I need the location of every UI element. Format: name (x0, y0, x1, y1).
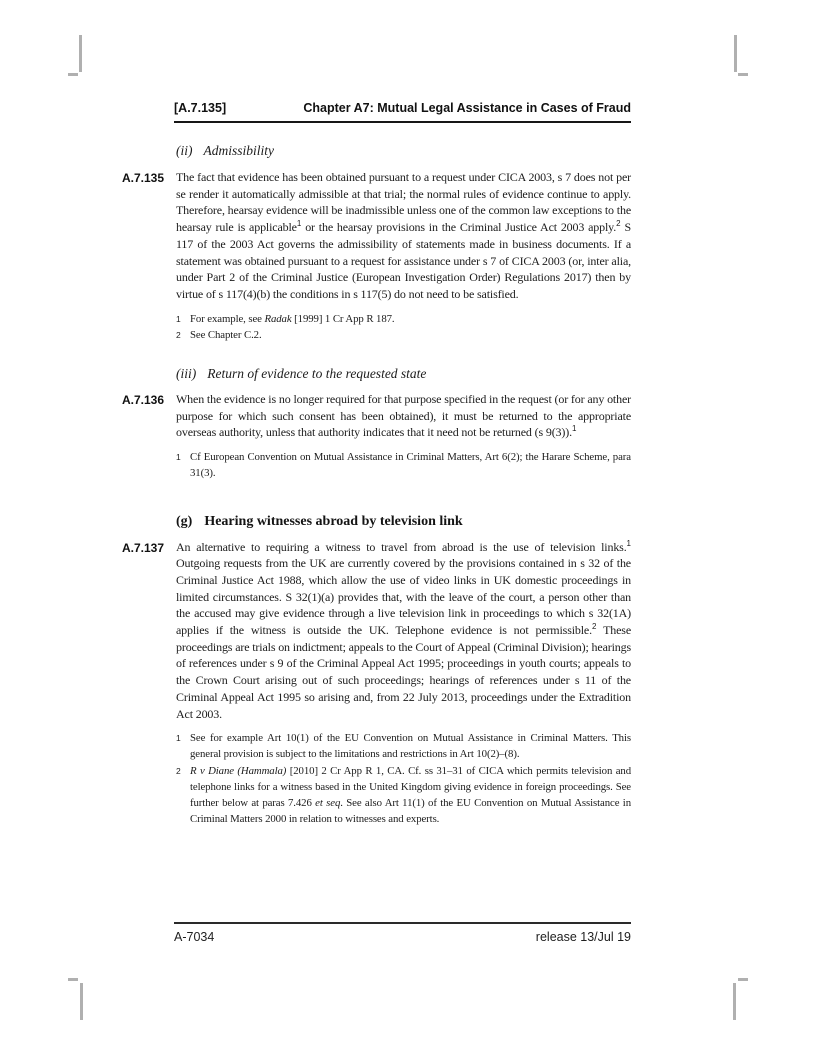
paragraph-number: A.7.135 (122, 171, 165, 185)
footnote-marker: 2 (176, 329, 181, 340)
footer-rule (174, 922, 631, 924)
footnote (176, 449, 631, 481)
crop-mark-top-left-vertical (79, 35, 82, 72)
crop-mark-bottom-left-horizontal (68, 978, 78, 981)
footer-release-label: release 13/Jul 19 (535, 930, 631, 944)
page-header (174, 101, 631, 115)
subheading-label: (g) (176, 513, 193, 529)
paragraph-a7135 (122, 169, 631, 303)
crop-mark-bottom-right-horizontal (738, 978, 748, 981)
footnote (176, 763, 631, 828)
header-paragraph-ref: [A.7.135] (174, 101, 227, 115)
paragraph-body: The fact that evidence has been obtained pursuant to a request under CICA 2003, s 7 does not per se render it automatically admissible at that trial; the normal rules of evidence continue to apply. Therefore, hearsay evidence will be inadmissible unless one of the common law exceptions to the hearsay rule is applicable$^1$ or the hearsay provisions in the Criminal Justice Act 2003 apply.$^2$ S 117 of the 2003 Act governs the admissibility of statements made in business documents. If a statement was obtained pursuant to a request for assistance under s 7 of CICA 2003 (or, inter alia, under Part 2 of the Criminal Justice (European Investigation Order) Regulations 2017) then by virtue of s 117(4)(b) the conditions in s 117(5) do not need to be satisfied. (176, 170, 631, 301)
subheading-return-of-evidence (176, 366, 631, 382)
footnote-text: For example, see Radak [1999] 1 Cr App R 187. (190, 312, 395, 325)
header-rule (174, 121, 631, 123)
page-content (122, 138, 631, 828)
footnote (176, 730, 631, 762)
footnotes-a7137 (176, 730, 631, 827)
header-chapter-title: Chapter A7: Mutual Legal Assistance in Cases of Fraud (303, 101, 631, 115)
crop-mark-top-left-horizontal (68, 73, 78, 76)
subheading-admissibility (176, 143, 631, 159)
paragraph-number: A.7.137 (122, 540, 165, 555)
subheading-text: Hearing witnesses abroad by television link (204, 513, 463, 529)
footnote-marker: 2 (176, 765, 181, 776)
subheading-text: Admissibility (203, 143, 274, 158)
footnote-text: See Chapter C.2. (190, 328, 262, 341)
footer-page-label: A-7034 (174, 930, 215, 944)
paragraph-number: A.7.136 (122, 393, 165, 408)
subheading-label: (iii) (176, 366, 197, 382)
subheading-text: Return of evidence to the requested state (207, 366, 427, 382)
footnote-text: R v Diane (Hammala) [2010] 2 Cr App R 1, CA. Cf. ss 31–31 of CICA which permits television and telephone links for a witness based in the United Kingdom giving evidence in foreign proceedings. See further below at paras 7.426 et seq. See also Art 11(1) of the EU Convention on Mutual Assistance in Criminal Matters 2000 in relation to witnesses and experts. (190, 764, 632, 826)
page-footer (174, 930, 631, 944)
footnote-marker: 1 (176, 452, 181, 463)
footnote (176, 327, 631, 343)
subheading-label: (ii) (176, 143, 193, 158)
footnote-marker: 1 (176, 313, 181, 324)
footnote (176, 311, 631, 327)
paragraph-a7136 (122, 391, 631, 441)
footnotes-a7136 (176, 449, 631, 481)
paragraph-body: An alternative to requiring a witness to travel from abroad is the use of television links.$^1$ Outgoing requests from the UK are currently covered by the provisions contained in s 32 of the Criminal Justice Act 1988, which allow the use of video links in UK domestic proceedings in limited circumstances. S 32(1)(a) provides that, with the leave of the court, a person other than the accused may give evidence through a live television link in proceedings to which s 32(1A) applies if the witness is outside the UK. Telephone evidence is not permissible.$^2$ These proceedings are trials on indictment; appeals to the Court of Appeal (Criminal Division); hearings of references under s 9 of the Criminal Appeal Act 1995; proceedings in youth courts; appeals to the Crown Court arising out of such proceedings; hearings of references under s 11 of the Criminal Appeal Act 1995 so arising and, from 22 July 2013, proceedings under the Extradition Act 2003. (176, 538, 631, 721)
paragraph-body: When the evidence is no longer required for that purpose specified in the request (or for any other purpose for which such consent has been obtained), it must be returned to the appropriate overseas authority, unless that authority indicates that it need not be returned (s 9(3)).$^1$ (176, 392, 631, 440)
footnotes-a7135 (176, 311, 631, 343)
paragraph-a7137 (122, 539, 631, 723)
footnote-text: Cf European Convention on Mutual Assistance in Criminal Matters, Art 6(2); the Harare Scheme, para 31(3). (190, 451, 631, 480)
subheading-tv-link (176, 513, 631, 530)
crop-mark-top-right-vertical (734, 35, 737, 72)
footnote-marker: 1 (176, 733, 181, 744)
crop-mark-bottom-right-vertical (733, 983, 736, 1020)
crop-mark-bottom-left-vertical (80, 983, 83, 1020)
crop-mark-top-right-horizontal (738, 73, 748, 76)
footnote-text: See for example Art 10(1) of the EU Convention on Mutual Assistance in Criminal Matters. This general provision is subject to the limitations and restrictions in Art 10(2)–(8). (190, 732, 631, 761)
